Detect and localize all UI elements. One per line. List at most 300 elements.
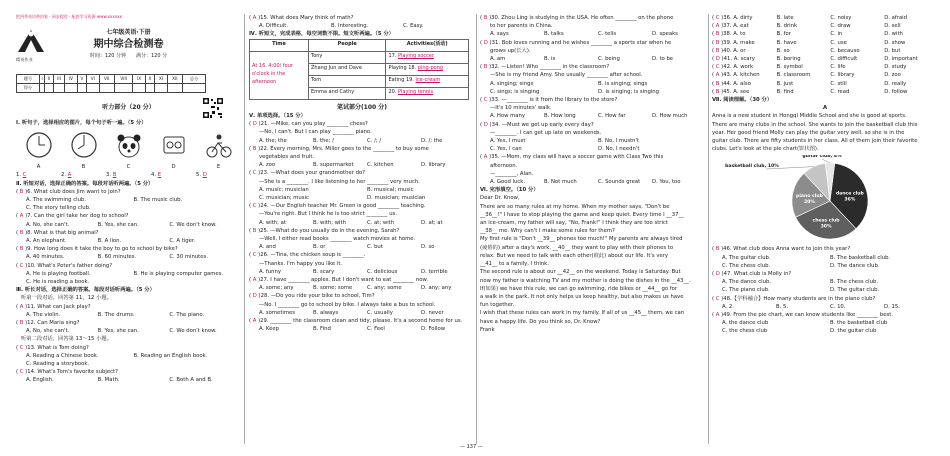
paren: ( [16, 303, 20, 310]
cloze-line: There are so many rules at my home. When my mother says, "Don't be [480, 203, 670, 210]
option: B. symbol [776, 64, 803, 71]
option: A. No, she can't. [26, 328, 70, 335]
paren: ( [16, 369, 20, 376]
section-1-answers [16, 171, 241, 179]
question [480, 96, 706, 104]
cloze-option-row [712, 63, 938, 71]
option: D. afraid [884, 15, 908, 21]
table-activity [386, 75, 469, 87]
question-number: 2. [61, 172, 68, 179]
score-cell: I [39, 75, 44, 84]
option: C. difficult [830, 56, 858, 63]
cyclist-icon [204, 130, 234, 160]
option: C. The chess club. [722, 262, 771, 269]
answer-letter: C [483, 97, 488, 104]
option: B. The drums. [97, 311, 135, 318]
option: D. library [421, 162, 446, 169]
cloze-line: __41__ to a family, I think. [480, 261, 549, 268]
question-text: )28. —Do you ride your bike to school, Tim? [256, 293, 375, 300]
paren: ( [16, 188, 20, 195]
option: A. the; the [259, 137, 287, 144]
cloze-line: (疲倦的) after a day's work. __40__ they want to play with their phones to [480, 244, 674, 251]
option: D. follow [884, 88, 908, 95]
question [480, 121, 706, 129]
column-divider [476, 14, 477, 444]
answer-letter: D [715, 271, 720, 278]
answer-letter: A [252, 317, 257, 324]
answer-letter: B [252, 227, 257, 234]
pie-label: 20% [803, 200, 815, 206]
option: C. but [367, 244, 383, 251]
answer-letter: A [252, 15, 257, 21]
question-text: )22. Every morning, Mrs. Miller goes to the ________ to buy some [256, 145, 429, 152]
clock-icon [69, 130, 99, 160]
option: C. in [830, 31, 843, 38]
score-cell: 题号 [17, 75, 40, 84]
paren: ( [712, 23, 716, 30]
question [480, 14, 706, 22]
option: B. He is playing computer games. [133, 270, 224, 277]
answer-letter: C [715, 15, 720, 21]
question [249, 120, 475, 128]
answer-letter: B [715, 88, 720, 95]
question-line: —It's 10 minutes' walk. [490, 105, 552, 112]
cloze-line: a walk in the park. It not only helps us keep healthy, but also makes us have [480, 293, 684, 300]
passage-label: A [822, 105, 828, 112]
option: C. /; / [367, 137, 382, 144]
question [249, 145, 475, 153]
option: B. supermarket [313, 162, 354, 169]
option: B. is singing; sings [598, 80, 648, 87]
cloze-line: __36__!" I have to stop playing the game and keep quiet. Every time I __37__ [480, 211, 684, 218]
option-row [16, 311, 241, 319]
answer-letter: A [252, 276, 257, 283]
question [249, 276, 475, 284]
option: )39. A. make [719, 39, 755, 46]
time-score: 时间：120 分钟 满分：120 分 [89, 52, 168, 59]
paren: ( [249, 317, 253, 324]
option-row [480, 80, 706, 88]
option: A. funny [259, 268, 281, 275]
option-row [16, 237, 241, 245]
option-row [16, 204, 241, 212]
option-row [480, 145, 706, 153]
cloze-line: __38__ me. Why can't I make some rules for them? [480, 228, 615, 235]
option: A. the dance club [722, 320, 769, 327]
question-text: )13. What is Tom doing? [23, 344, 89, 351]
column-divider [708, 14, 709, 444]
option: )36. A. dirty [719, 15, 753, 21]
option: B. so [776, 47, 790, 54]
question-text: )6. What club does Jim want to join? [23, 188, 121, 195]
paren: ( [480, 39, 484, 46]
paren: ( [249, 276, 253, 283]
cloze-passage [480, 194, 706, 333]
picture-label: C [126, 164, 131, 171]
answer-item [196, 171, 241, 179]
logo-icon [16, 26, 46, 56]
picture-label: D [171, 164, 176, 171]
option: C. The piano. [169, 311, 205, 318]
paren: ( [16, 229, 20, 236]
question-text: )8. What is that big animal? [23, 229, 99, 236]
option-row [249, 284, 475, 292]
pie-leader-line [822, 159, 830, 163]
answer-letter: B [715, 47, 720, 54]
score-cell [53, 84, 64, 93]
option: )43. A. kitchen [719, 72, 760, 79]
option: D. with [884, 31, 903, 38]
option: C. Sounds great [598, 179, 641, 186]
question-text: )46. What club does Anna want to join this year? [719, 246, 851, 253]
option: A. How many [490, 113, 526, 120]
question-line: —Thanks. I'm happy you like it. [259, 260, 343, 267]
option: A. zoo [259, 162, 276, 169]
cloze-question [712, 55, 777, 63]
passage-line: clubs. Let's look at the pie chart(饼状图). [712, 146, 819, 153]
option: B. Interesting. [331, 23, 369, 30]
option: C. at; with [367, 219, 395, 226]
panda-icon [114, 130, 144, 160]
cloze-line: The second rule is about our __42__ on the weekend. Today is Saturday. But [480, 269, 681, 276]
question-number: 3. [106, 172, 113, 179]
question-text: )7. Can the girl take her dog to school? [23, 213, 129, 220]
question-text: )49. From the pie chart, we can know students like ________ best. [719, 312, 893, 319]
option: D. You, too [652, 179, 681, 186]
option: B. The music club. [133, 197, 183, 204]
option: C. read [830, 88, 850, 95]
option-row [712, 319, 938, 327]
question [16, 303, 241, 311]
section-6-title: Ⅵ. 完形填空。（10 分） [480, 187, 539, 194]
option: B. is [544, 56, 556, 63]
section-3-intro-2: 听第二段对话，回答第 13～15 小题。 [21, 336, 113, 343]
option: A. The guitar club. [722, 254, 771, 261]
option-row [480, 88, 706, 96]
option: D. really [884, 80, 907, 87]
option: B. have [776, 39, 797, 46]
answer-item [151, 171, 196, 179]
answer-letter: A [715, 312, 720, 319]
question [249, 317, 475, 325]
option: )41. A. scary [719, 56, 755, 63]
score-cell [155, 84, 167, 93]
option: C. sings; is singing [490, 88, 540, 95]
option-row [16, 327, 241, 335]
option: A. 40 minutes. [26, 254, 65, 261]
answer-letter: B [715, 80, 720, 87]
option: B. talks [544, 31, 564, 38]
answer-letter: D [252, 121, 257, 128]
activity-answer: Playing soccer [398, 53, 435, 60]
option: B. Reading an English book. [133, 352, 208, 359]
cloze-option-row [712, 55, 938, 63]
reading-passage [712, 112, 938, 153]
option: C. delicious [367, 268, 398, 275]
paren: ( [712, 56, 716, 63]
cloze-line: now my father is watching TV and my mother is doing the dishes in the __43__. [480, 277, 691, 284]
option: B. boring [776, 56, 801, 63]
answer-letter: A [715, 72, 720, 79]
paren: ( [16, 213, 20, 220]
option: C. Both A and B. [169, 377, 213, 384]
paren: ( [249, 170, 253, 177]
paren: ( [16, 344, 20, 351]
answer-letter: C [252, 252, 257, 259]
option: D. but [884, 47, 901, 54]
option: C. because [830, 47, 860, 54]
question [249, 292, 475, 300]
cloze-question [712, 22, 777, 30]
question [16, 245, 241, 253]
option: D. The dance club. [830, 262, 880, 269]
answer-letter: D [252, 293, 257, 300]
option-row [16, 376, 241, 384]
paren: ( [712, 246, 716, 253]
activity-answer: Playing tennis [398, 89, 434, 96]
score-cell: II [45, 75, 53, 84]
score-cell [77, 84, 86, 93]
option: B. always [313, 309, 339, 316]
table-header: People [309, 39, 386, 51]
question [712, 245, 938, 253]
option: B. with; with [313, 219, 346, 226]
answer-letter: D [483, 39, 488, 46]
score-cell [114, 84, 132, 93]
option: D. is singing; is singing [598, 88, 660, 95]
option: D. never [421, 309, 444, 316]
option: C. A tiger. [169, 238, 196, 245]
option: A. sometimes [259, 309, 296, 316]
listening-heading: 听力部分（20 分） [102, 104, 155, 111]
question-text: )14. What's Tom's favorite subject? [23, 369, 118, 376]
option: C. 30 minutes. [169, 254, 208, 261]
option: C. library [830, 72, 855, 79]
option: A. English. [26, 377, 54, 384]
score-cell: IV [65, 75, 77, 84]
paren: ( [712, 72, 716, 79]
page-number: — 137 — [460, 444, 483, 450]
passage-line: Anna is a new student in Hongqi Middle School and she is good at sports. [712, 113, 907, 120]
section-7-title: Ⅶ. 阅读理解。（30 分） [712, 97, 773, 104]
option: B. Find [313, 326, 331, 333]
paren: ( [712, 271, 716, 278]
cloze-question [712, 14, 777, 22]
question-line: —________. I can get up late on weekends. [490, 129, 602, 136]
question [16, 188, 241, 196]
score-table [16, 74, 206, 93]
option-row [249, 243, 475, 251]
logo-text: 精英作业 [16, 57, 33, 62]
paren: ( [16, 262, 20, 269]
score-cell [99, 84, 114, 93]
option: A. Keep [259, 326, 279, 333]
question [480, 39, 706, 47]
question-text: )9. How long does it take the boy to go to school by bike? [23, 246, 178, 253]
question-text: )33. —________ is it from the library to the store? [487, 97, 618, 104]
question [712, 295, 938, 303]
paren: ( [249, 227, 253, 234]
cloze-option-row [712, 30, 938, 38]
paren: ( [249, 145, 253, 152]
option: B. just [776, 80, 794, 87]
option: B. musical; music [367, 186, 414, 193]
option: A. No, she can't. [26, 221, 70, 228]
paren: ( [249, 252, 253, 259]
option: A. The violin. [26, 311, 61, 318]
question-line: —No. I ________ go to school by bike. I always take a bus to school. [259, 301, 436, 308]
pie-label: basketball club, 10% [725, 164, 779, 170]
option: B. or [313, 244, 326, 251]
question-text: )29. ________ the classroom clean and tidy, please. It's a second home for us. [256, 317, 463, 324]
table-activity [386, 51, 469, 63]
question-text: )11. What can Jack play? [23, 303, 91, 310]
table-people: Tony [309, 51, 386, 63]
question [16, 262, 241, 270]
score-cell: III [53, 75, 64, 84]
question-number: 1. [16, 172, 23, 179]
cloze-question [712, 71, 777, 79]
answer-letter: B [19, 320, 24, 327]
question [249, 14, 475, 22]
answer-letter: A [19, 303, 24, 310]
paren: ( [712, 295, 716, 302]
question-text: )15. What does Mary think of math? [256, 15, 354, 21]
paren: ( [712, 39, 716, 46]
question-text: )10. What's Peter's father doing? [23, 262, 113, 269]
section-2-title: Ⅱ. 听短对话，选择正确的答案。每段对话听两遍。（5 分） [16, 180, 154, 187]
option: C. Easy. [403, 23, 424, 30]
blank-number: Playing 18. [388, 65, 418, 72]
pie-chart [712, 155, 938, 243]
question [480, 153, 706, 161]
option-row [16, 196, 241, 204]
option: A. am [490, 56, 506, 63]
option: )40. A. or [719, 47, 746, 54]
question-number: 5. [196, 172, 203, 179]
option-row [16, 270, 241, 278]
paren: ( [249, 121, 253, 128]
option: C. Yes, I can [490, 146, 522, 153]
paren: ( [712, 64, 716, 71]
option: D. speaks [652, 31, 678, 38]
option: )45. A. see [719, 88, 750, 95]
section-4-title: Ⅳ. 听短文，完成表格，每空词数不限。短文听两遍。（5 分） [249, 31, 394, 38]
cloze-line: fun together. [480, 302, 515, 309]
cloze-question [712, 47, 777, 55]
pie-chart-svg [712, 155, 938, 243]
option-row [480, 137, 706, 145]
option: C. How far [598, 113, 626, 120]
option: D. study [884, 64, 907, 71]
question [16, 319, 241, 327]
cloze-option-row [712, 71, 938, 79]
paren: ( [249, 293, 253, 300]
question-text: )47. What club is Molly in? [719, 271, 792, 278]
question-text: )25. —What do you usually do in the evening, Sarah? [256, 227, 400, 234]
question [249, 227, 475, 235]
blank-number: 17. [388, 53, 398, 60]
option: A. Reading a Chinese book. [26, 352, 99, 359]
question [712, 311, 938, 319]
option: B. 5. [776, 303, 789, 310]
option: C. musician; music [259, 194, 309, 201]
option-row [480, 55, 706, 63]
option: B. 60 minutes. [97, 254, 137, 261]
answer-letter: B [715, 31, 720, 38]
question-line: —________, Alan. [490, 170, 534, 177]
option-row [712, 254, 938, 262]
question-line: vegetables and fruit. [259, 153, 315, 160]
cloze-line: I wish that these rules can work in my family. If all of us __45__ them, we can [480, 310, 685, 317]
cloze-option-row [712, 14, 938, 22]
option-row [249, 268, 475, 276]
question-line: —She is a ________. I like listening to her ________ very much. [259, 178, 420, 185]
option: A. music; musician [259, 186, 309, 193]
column-2 [249, 14, 475, 333]
answer-item [106, 171, 151, 179]
cloze-line: Frank [480, 326, 495, 333]
cloze-option-row [712, 88, 938, 96]
option: A. singing; sings [490, 80, 534, 87]
answer-letter: C [19, 344, 24, 351]
option: A. Good luck. [490, 179, 526, 186]
pie-label: guitar club, 4% [802, 155, 842, 160]
question [16, 229, 241, 237]
table-activity [386, 87, 469, 99]
column-divider [244, 14, 245, 444]
table-people: Zhang Jun and Dave [309, 63, 386, 75]
question-text: )34. —Must we get up early every day? [487, 121, 594, 128]
score-cell: VI [87, 75, 99, 84]
option: )42. A. work [719, 64, 754, 71]
answer-letter: C [252, 170, 257, 177]
option: C. still [830, 80, 847, 87]
option-row [712, 327, 938, 335]
question-line: to her parents in China. [490, 23, 553, 30]
option: A. says [490, 31, 509, 38]
score-cell: X [145, 75, 154, 84]
question-text: )21. —Mike, can you play ________ chess? [256, 121, 368, 128]
option: B. drink [776, 23, 798, 30]
question-text: )48.【学科融合】How many students are in the piano club? [719, 295, 876, 302]
question-line: —You're right. But I think he is too strict ________ us. [259, 211, 397, 218]
cloze-line: an ice-cream, my father will say, "No, Frank!" I think they are too strict [480, 220, 668, 227]
paren: ( [480, 121, 484, 128]
option: A. some; any [259, 285, 294, 292]
question-line: —No, I can't. But I can play ________ piano. [259, 129, 372, 136]
answer-letter: A [715, 23, 720, 30]
question-text: )23. —What does your grandmother do? [256, 170, 365, 177]
score-cell [145, 84, 154, 93]
option: D. The guitar club. [830, 287, 880, 294]
passage-line: There are many clubs in the school. She wants to join the basketball club this [712, 121, 918, 128]
option: C. use [830, 39, 847, 46]
option: D. any; any [421, 285, 452, 292]
answer-letter: A [19, 213, 24, 220]
table-header: Activities(活动) [386, 39, 469, 51]
option: B. the; / [313, 137, 334, 144]
option: C. kitchen [367, 162, 394, 169]
option-row [16, 278, 241, 286]
cloze-line: If(如果) we have this rule, we can go swimming, ride bikes or __44__ go for [480, 285, 678, 292]
activity-answer: ping-pong [417, 65, 444, 72]
grade-label: 七年级英语·下册 [106, 29, 151, 36]
answer-letter: C [715, 64, 720, 71]
paren: ( [480, 154, 484, 161]
picture-label: A [36, 164, 41, 171]
option: C. Reading a storybook. [26, 361, 90, 368]
